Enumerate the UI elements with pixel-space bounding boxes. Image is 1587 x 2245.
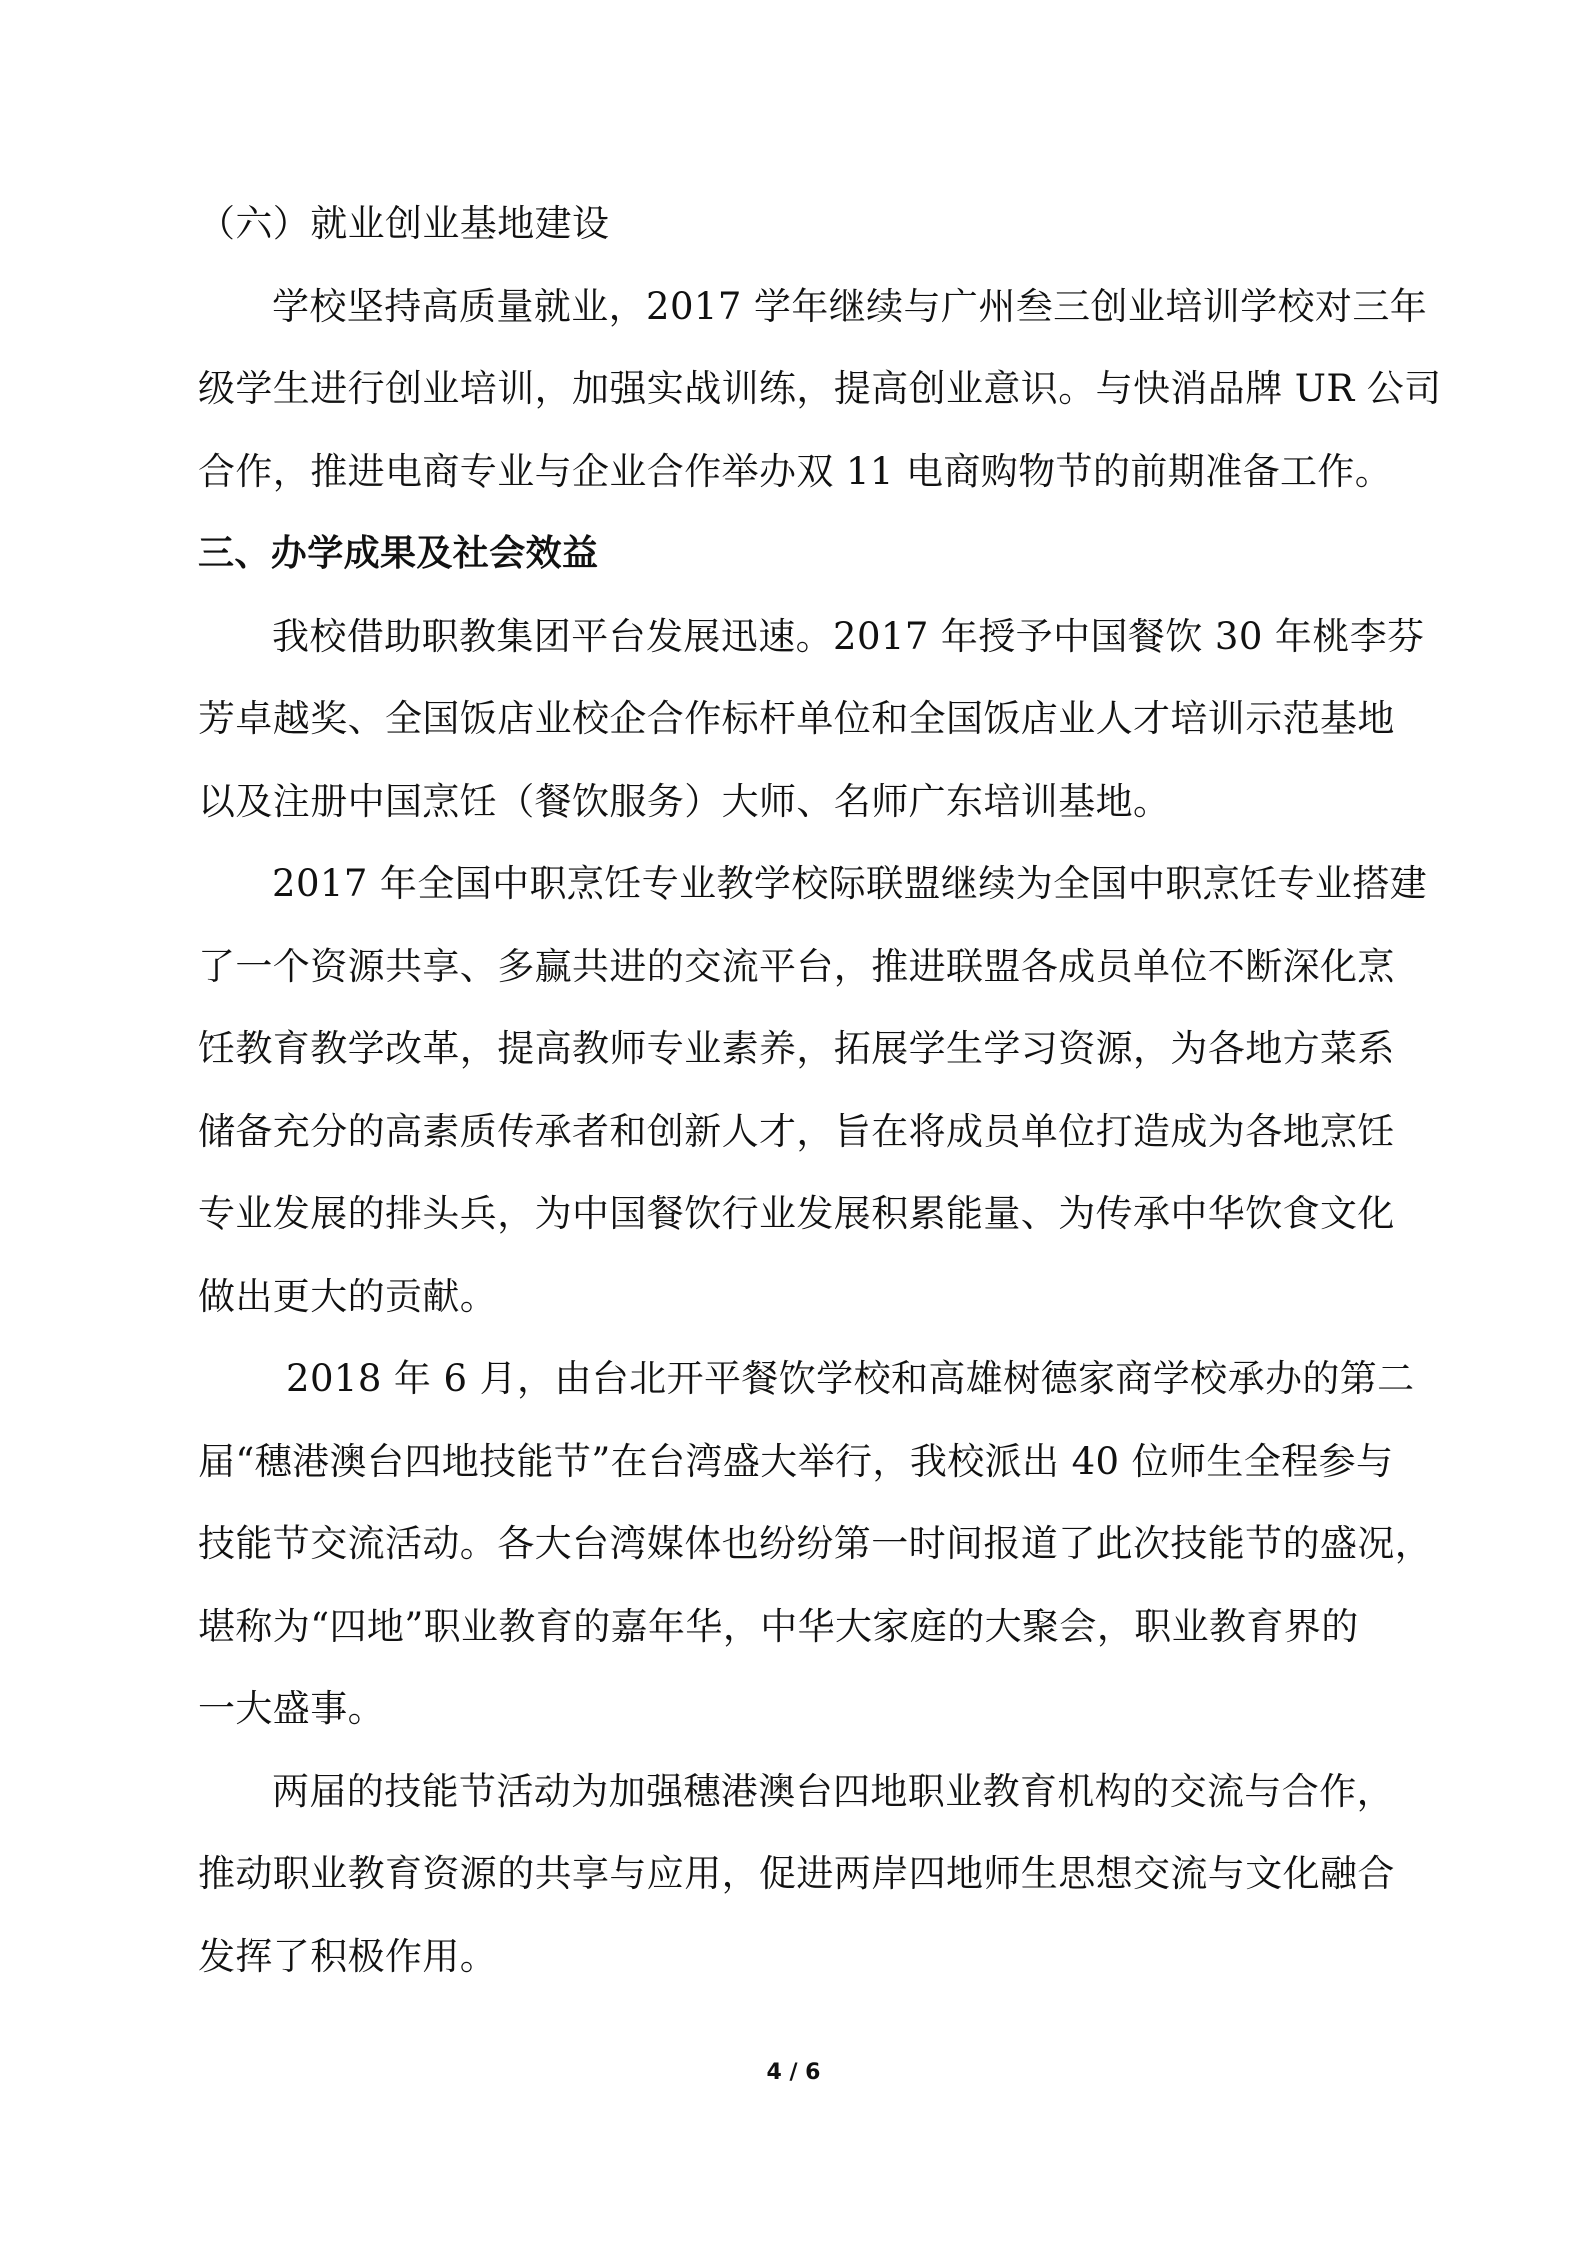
page-number: 4 / 6 [766,2060,821,2085]
section-heading-employment-base: （六）就业创业基地建设 [198,202,610,245]
paragraph-line: 学校坚持高质量就业，2017 学年继续与广州叁三创业培训学校对三年 [272,284,1428,328]
paragraph-line: 了一个资源共享、多赢共进的交流平台，推进联盟各成员单位不断深化烹 [198,944,1395,988]
paragraph-line: 一大盛事。 [198,1687,385,1730]
paragraph-line: 2017 年全国中职烹饪专业教学校际联盟继续为全国中职烹饪专业搭建 [272,862,1428,905]
paragraph-line: 专业发展的排头兵，为中国餐饮行业发展积累能量、为传承中华饮食文化 [198,1192,1395,1235]
paragraph-line: 储备充分的高素质传承者和创新人才，旨在将成员单位打造成为各地烹饪 [198,1109,1395,1153]
paragraph-line: 发挥了积极作用。 [198,1934,498,1978]
section-heading-achievements: 三、办学成果及社会效益 [198,533,599,574]
paragraph-line: 推动职业教育资源的共享与应用，促进两岸四地师生思想交流与文化融合 [198,1852,1395,1895]
paragraph-line: 技能节交流活动。各大台湾媒体也纷纷第一时间报道了此次技能节的盛况， [198,1522,1433,1565]
paragraph-line: 以及注册中国烹饪（餐饮服务）大师、名师广东培训基地。 [198,779,1171,823]
paragraph-line: 饪教育教学改革，提高教师专业素养，拓展学生学习资源，为各地方菜系 [198,1027,1395,1070]
paragraph-line: 合作，推进电商专业与企业合作举办双 11 电商购物节的前期准备工作。 [198,449,1393,493]
paragraph-line: 2018 年 6 月，由台北开平餐饮学校和高雄树德家商学校承办的第二 [286,1357,1415,1400]
paragraph-line: 届“穗港澳台四地技能节”在台湾盛大举行，我校派出 40 位师生全程参与 [198,1439,1394,1483]
paragraph-line: 做出更大的贡献。 [198,1274,498,1318]
paragraph-line: 我校借助职教集团平台发展迅速。2017 年授予中国餐饮 30 年桃李芬 [272,614,1425,658]
paragraph-line: 两届的技能节活动为加强穗港澳台四地职业教育机构的交流与合作， [272,1769,1394,1813]
paragraph-line: 堪称为“四地”职业教育的嘉年华，中华大家庭的大聚会，职业教育界的 [198,1604,1359,1648]
document-body [198,195,1442,2010]
paragraph-line: 芳卓越奖、全国饭店业校企合作标杆单位和全国饭店业人才培训示范基地 [198,697,1395,740]
paragraph-line: 级学生进行创业培训，加强实战训练，提高创业意识。与快消品牌 UR 公司 [198,367,1442,410]
